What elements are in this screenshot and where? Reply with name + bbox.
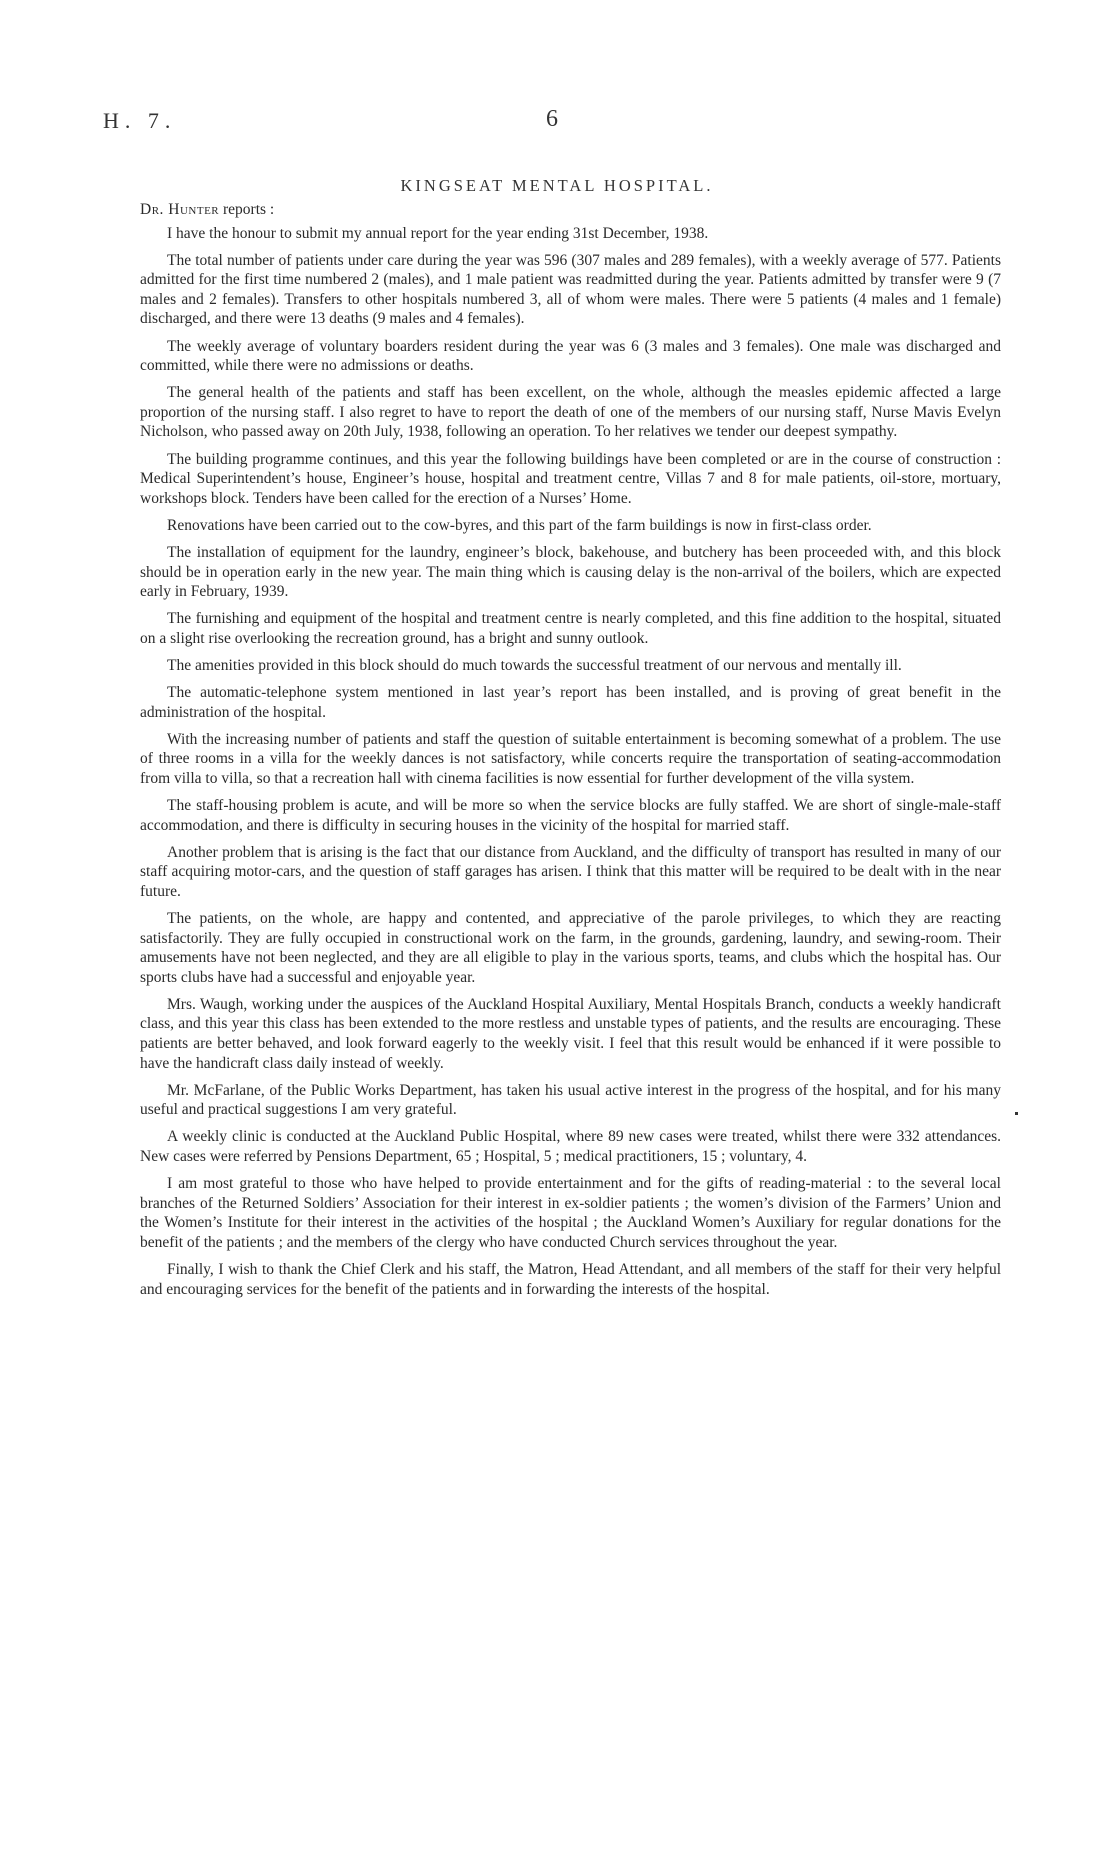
paragraph: I am most grateful to those who have helped to provide entertainment and for the gifts of reading-material : to the several local branches of the Returned Soldiers’ Association for their interest in ex-soldier patients ; the women’s division of the Farmers’ Union and the Women’s Institute for their interest in the activities of the hospital ; the Auckland Women’s Auxiliary for regular donations for the benefit of the patients ; and the members of the clergy who have conducted Church services throughout the year.	[140, 1175, 1001, 1251]
paragraph: The amenities provided in this block should do much towards the successful treatment of our nervous and mentally ill.	[167, 656, 902, 674]
paragraph: The automatic-telephone system mentioned in last year’s report has been installed, and is proving of great benefit in the administration of the hospital.	[140, 683, 1001, 721]
section-title: KINGSEAT MENTAL HOSPITAL.	[400, 176, 714, 195]
paragraph: I have the honour to submit my annual report for the year ending 31st December, 1938.	[167, 224, 709, 242]
paragraph: The installation of equipment for the laundry, engineer’s block, bakehouse, and butchery has been proceeded with, and this block should be in operation early in the new year. The main thing which is causing delay is the non-arrival of the boilers, which are expected early in February, 1939.	[140, 543, 1001, 601]
page-number: 6	[546, 106, 558, 132]
paragraph: The staff-housing problem is acute, and will be more so when the service blocks are fully staffed. We are short of single-male-staff accommodation, and there is difficulty in securing houses in the vicinity of the hospital for married staff.	[140, 796, 1001, 834]
paragraph: The total number of patients under care during the year was 596 (307 males and 289 females), with a weekly average of 577. Patients admitted for the first time numbered 2 (males), and 1 male patient was readmitted during the year. Patients admitted by transfer were 9 (7 males and 2 females). Transfers to other hospitals numbered 3, all of whom were males. There were 5 patients (4 males and 1 female) discharged, and there were 13 deaths (9 males and 4 females).	[140, 251, 1001, 328]
reporter-name: Dr. Hunter	[140, 201, 220, 218]
document-reference: H. 7.	[103, 108, 177, 133]
paragraph: The furnishing and equipment of the hospital and treatment centre is nearly completed, and this fine addition to the hospital, situated on a slight rise overlooking the recreation ground, has a bright and sunny outlook.	[140, 610, 1001, 647]
paragraph: The weekly average of voluntary boarders resident during the year was 6 (3 males and 3 females). One male was discharged and committed, while there were no admissions or deaths.	[140, 337, 1001, 375]
report-body	[140, 200, 1001, 1307]
paragraph: Another problem that is arising is the fact that our distance from Auckland, and the difficulty of transport has resulted in many of our staff acquiring motor-cars, and the question of staff garages has arisen. I think that this matter will be required to be dealt with in the near future.	[140, 843, 1001, 900]
paragraph: Mr. McFarlane, of the Public Works Department, has taken his usual active interest in the progress of the hospital, and for his many useful and practical suggestions I am very grateful.	[140, 1081, 1001, 1119]
paragraph: The general health of the patients and staff has been excellent, on the whole, although the measles epidemic affected a large proportion of the nursing staff. I also regret to have to report the death of one of the members of our nursing staff, Nurse Mavis Evelyn Nicholson, who passed away on 20th July, 1938, following an operation. To her relatives we tender our deepest sympathy.	[140, 384, 1001, 441]
paragraph: The patients, on the whole, are happy and contented, and appreciative of the parole privileges, to which they are reacting satisfactorily. They are fully occupied in constructional work on the farm, in the grounds, gardening, laundry, and sewing-room. Their amusements have not been neglected, and they are all eligible to play in the various sports, teams, and clubs which the hospital has. Our sports clubs have had a successful and enjoyable year.	[140, 909, 1001, 986]
reporter-verb: reports :	[223, 201, 275, 218]
paragraph: Renovations have been carried out to the cow-byres, and this part of the farm buildings is now in first-class order.	[167, 516, 872, 534]
reporter-line	[140, 200, 1001, 220]
paragraph: A weekly clinic is conducted at the Auckland Public Hospital, where 89 new cases were treated, whilst there were 332 attendances. New cases were referred by Pensions Department, 65 ; Hospital, 5 ; medical practitioners, 15 ; voluntary, 4.	[140, 1128, 1001, 1165]
paragraph: The building programme continues, and this year the following buildings have been completed or are in the course of construction : Medical Superintendent’s house, Engineer’s house, hospital and treatment centre, Villas 7 and 8 for male patients, oil-store, mortuary, workshops block. Tenders have been called for the erection of a Nurses’ Home.	[140, 450, 1001, 507]
paragraph: Mrs. Waugh, working under the auspices of the Auckland Hospital Auxiliary, Mental Hospitals Branch, conducts a weekly handicraft class, and this year this class has been extended to the more restless and unstable types of patients, and the results are encouraging. These patients are better behaved, and look forward eagerly to the weekly visit. I feel that this result would be enhanced if it were possible to have the handicraft class daily instead of weekly.	[140, 995, 1001, 1072]
paragraph: With the increasing number of patients and staff the question of suitable entertainment is becoming somewhat of a problem. The use of three rooms in a villa for the weekly dances is not satisfactory, while concerts require the transportation of seating-accommodation from villa to villa, so that a recreation hall with cinema facilities is now essential for further development of the villa system.	[140, 730, 1001, 787]
margin-mark	[1015, 1112, 1018, 1115]
paragraph: Finally, I wish to thank the Chief Clerk and his staff, the Matron, Head Attendant, and all members of the staff for their very helpful and encouraging services for the benefit of the patients and in forwarding the interests of the hospital.	[140, 1260, 1001, 1298]
